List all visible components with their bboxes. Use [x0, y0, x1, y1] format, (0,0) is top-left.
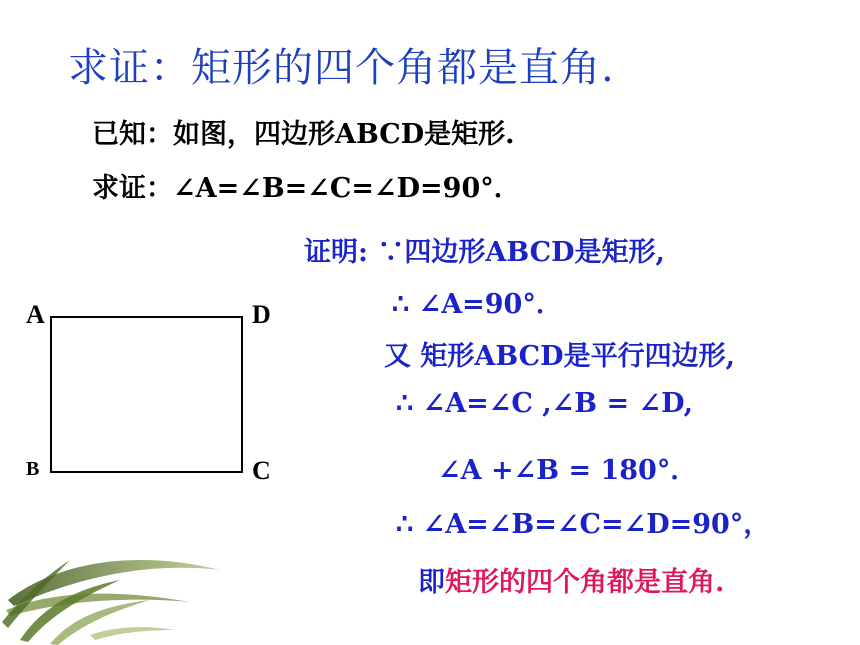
- proof-line-6: ∴ ∠A=∠B=∠C=∠D=90°，: [396, 509, 771, 540]
- vertex-label-b: B: [26, 458, 40, 480]
- orchid-leaves-icon: [0, 540, 230, 645]
- conclusion-prefix: 即: [418, 567, 445, 598]
- vertex-label-a: A: [26, 300, 45, 329]
- proof-line-4: ∴ ∠A=∠C ,∠B = ∠D,: [396, 388, 694, 419]
- proof-line-1: 证明: ∵四边形ABCD是矩形,: [304, 237, 665, 268]
- to-prove-statement: 求证：∠A=∠B=∠C=∠D=90°．: [92, 173, 521, 204]
- rectangle-shape: [50, 316, 243, 473]
- proof-line-3: 又 矩形ABCD是平行四边形,: [384, 341, 735, 372]
- conclusion-line: [418, 560, 724, 599]
- given-statement: 已知：如图，四边形ABCD是矩形.: [92, 119, 515, 150]
- proof-line-5: ∠A +∠B = 180°．: [438, 455, 698, 486]
- page-title: 求证：矩形的四个角都是直角.: [68, 45, 615, 91]
- proof-line-2: ∴ ∠A=90°．: [392, 289, 563, 320]
- conclusion-text: 矩形的四个角都是直角.: [445, 567, 725, 598]
- vertex-label-d: D: [252, 300, 271, 329]
- vertex-label-c: C: [252, 456, 271, 485]
